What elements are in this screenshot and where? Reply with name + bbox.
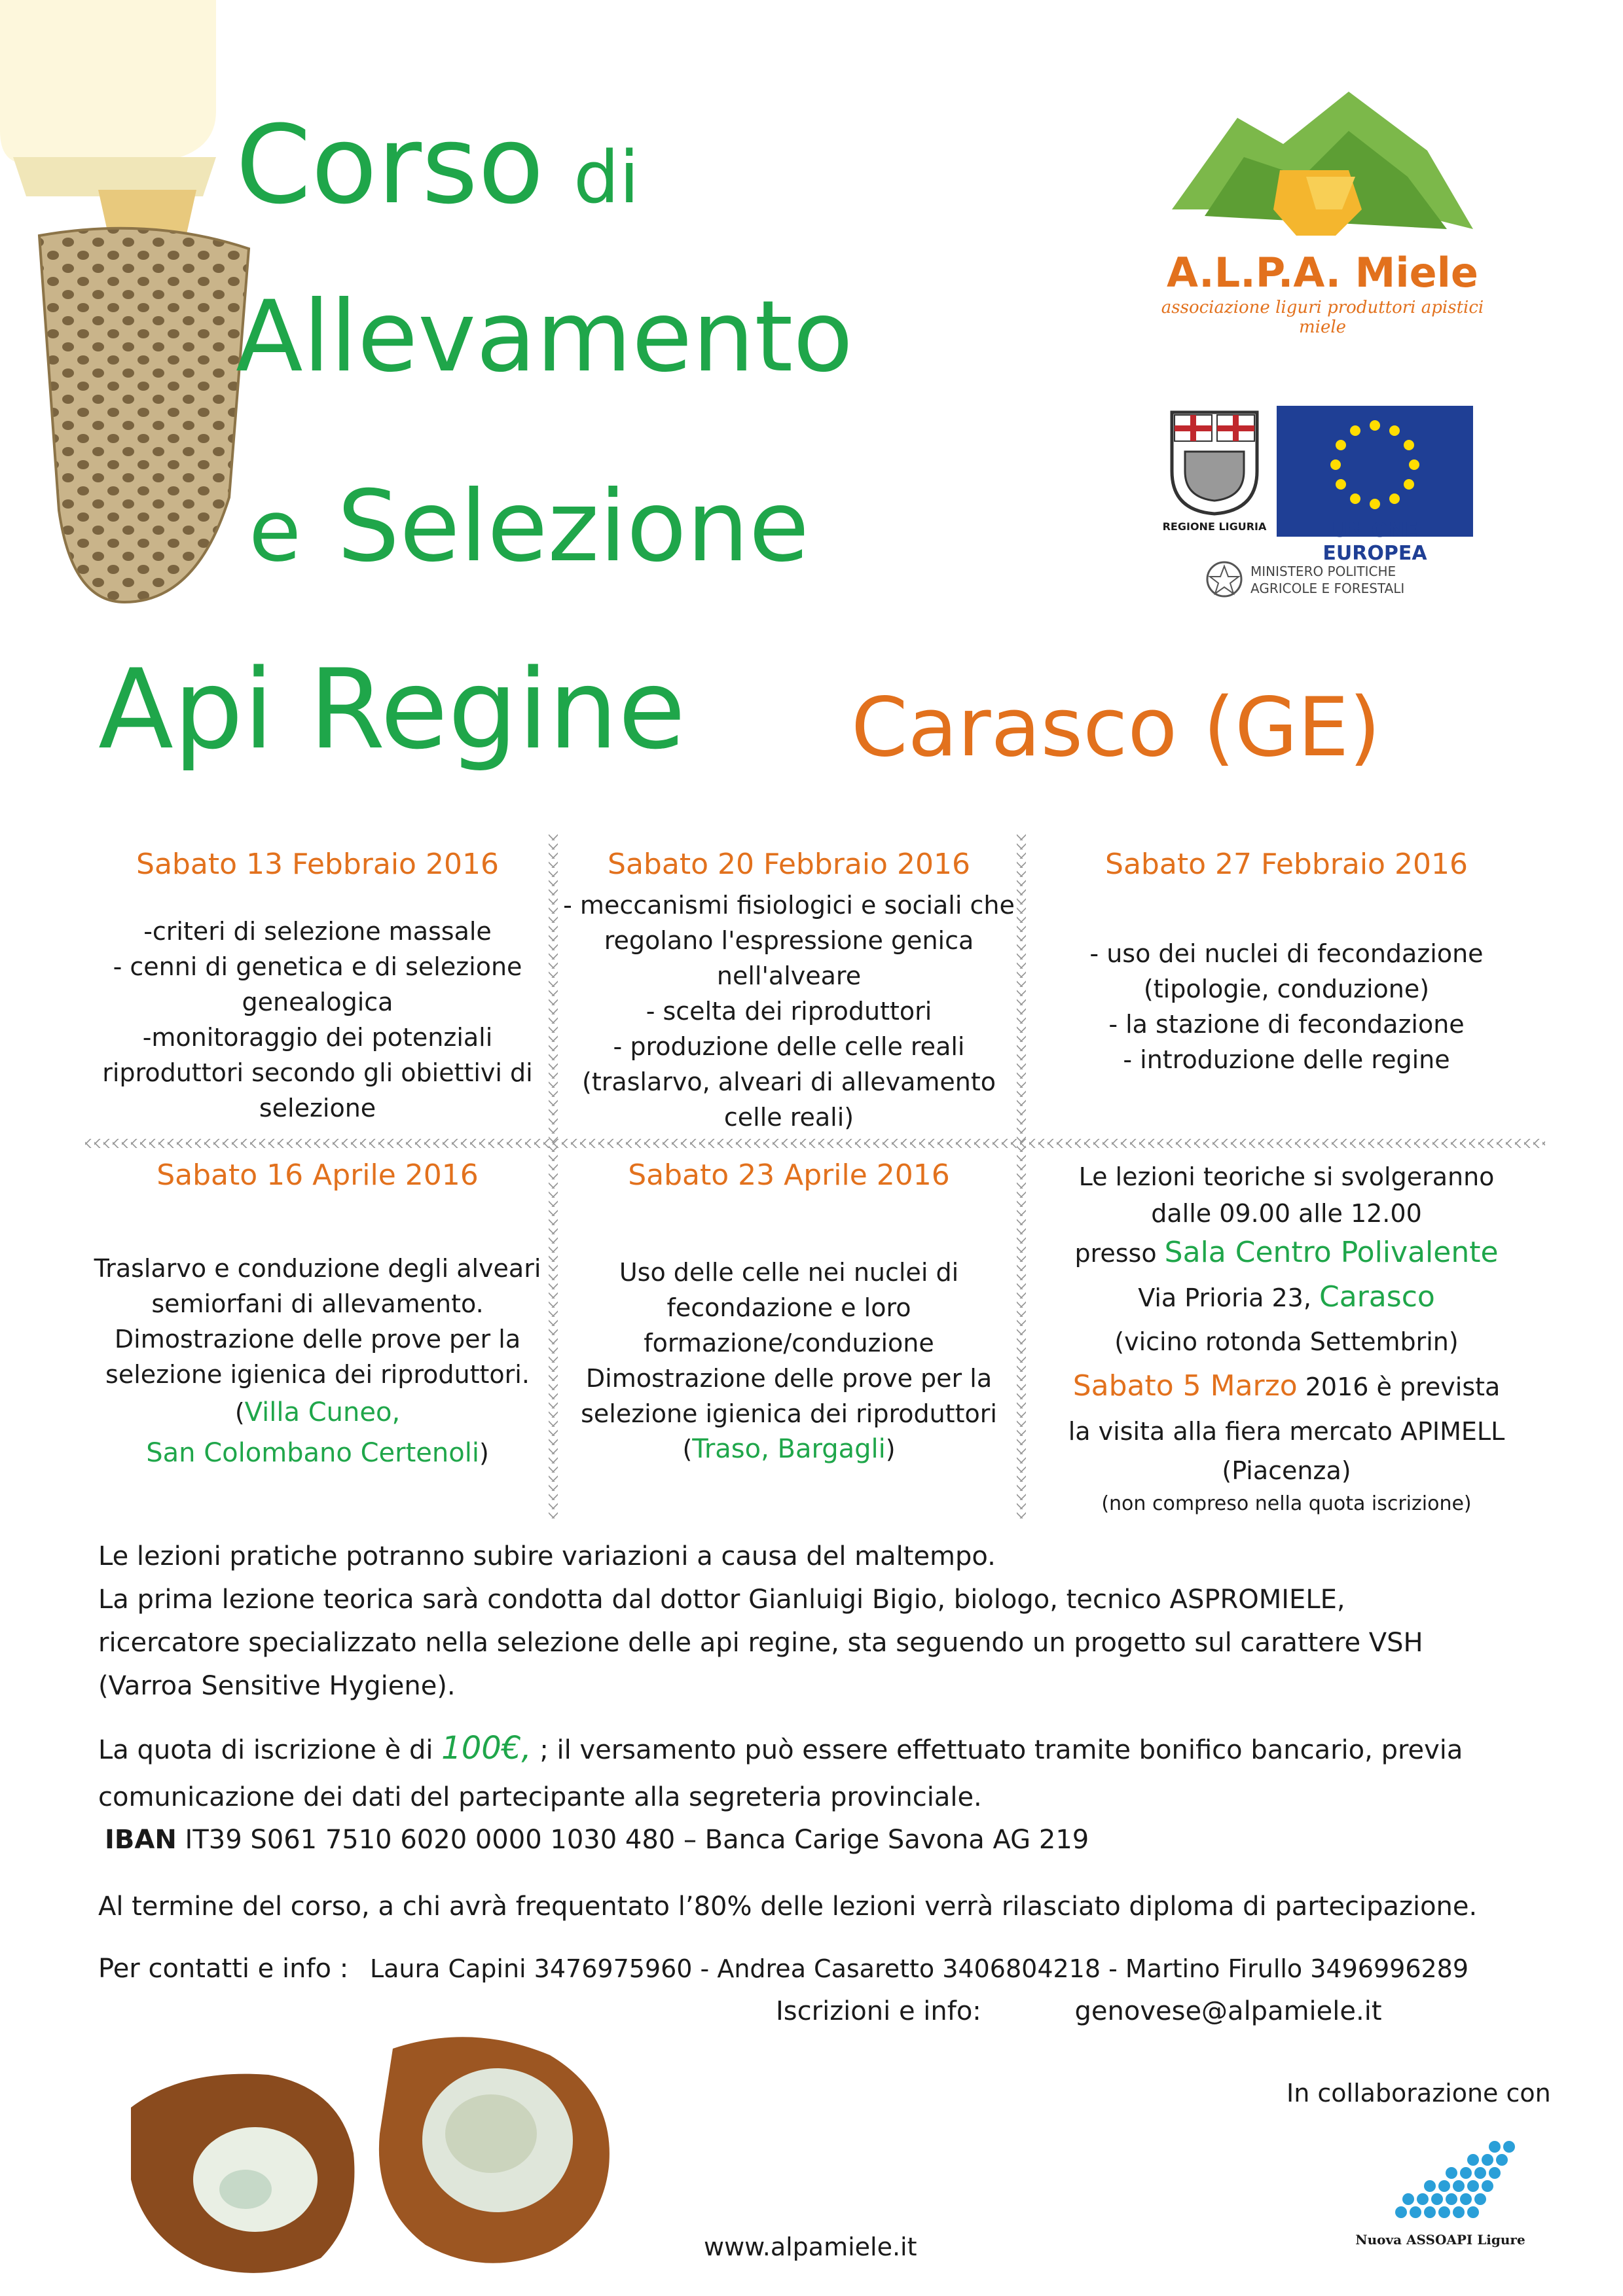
contacts-names: Laura Capini 3476975960 - Andrea Casaretto 3406804218 - Martino Firullo 3496996289	[369, 1954, 1469, 1983]
topic-line: (traslarvo, alveari di allevamento	[582, 1067, 996, 1096]
topic-line: formazione/conduzione	[644, 1329, 934, 1357]
iban-line	[98, 1821, 1463, 1859]
schedule-cell-4	[85, 1158, 550, 1473]
fee-line-2: comunicazione dei dati del partecipante alla segreteria provinciale.	[98, 1782, 982, 1812]
visit-note: (non compreso nella quota iscrizione)	[1101, 1492, 1472, 1515]
venue-town: Carasco	[1319, 1280, 1435, 1314]
place-line: (Villa Cuneo,	[234, 1397, 401, 1427]
contacts-label: Per contatti e info :	[98, 1954, 349, 1984]
ministero-line-2: AGRICOLE E FORESTALI	[1250, 581, 1405, 596]
topic-line: riproduttori secondo gli obiettivi di	[102, 1058, 533, 1087]
topic-line: - meccanismi fisiologici e sociali che	[563, 891, 1015, 920]
title-api-regine: Api Regine	[98, 645, 686, 774]
topic-line: - scelta dei riproduttori	[646, 997, 932, 1026]
info-line: (Varroa Sensitive Hygiene).	[98, 1671, 456, 1701]
topic-line: - la stazione di fecondazione	[1108, 1010, 1465, 1039]
venue-info	[1028, 1158, 1545, 1519]
address-line: Via Prioria 23, Carasco	[1138, 1280, 1435, 1314]
schedule-cell-3	[1028, 848, 1545, 1077]
lessons-line-2: dalle 09.00 alle 12.00	[1151, 1199, 1422, 1228]
place-line: San Colombano Certenoli)	[146, 1438, 489, 1468]
schedule-cell-1	[85, 848, 550, 1126]
venue-name: Sala Centro Polivalente	[1164, 1236, 1499, 1269]
queen-cells-photo	[105, 2009, 629, 2284]
topic-line: regolano l'espressione genica	[604, 926, 974, 955]
info-paragraph-1	[98, 1535, 1423, 1708]
ministero-label	[1250, 563, 1404, 597]
visit-line-2: la visita alla fiera mercato APIMELL	[1068, 1417, 1505, 1446]
title-line-2	[236, 280, 853, 394]
lessons-line-1: Le lezioni teoriche si svolgeranno	[1078, 1162, 1495, 1191]
topic-line: selezione igienica dei riproduttori.	[105, 1360, 530, 1389]
topic-line: selezione igienica dei riproduttori	[581, 1399, 997, 1428]
title-selezione: Selezione	[337, 470, 810, 584]
schedule-divider-h	[85, 1139, 1545, 1148]
topic-line: - produzione delle celle reali	[613, 1032, 965, 1061]
eu-flag-icon	[1277, 406, 1473, 537]
iban-label: IBAN	[105, 1825, 177, 1855]
topic-line: nell'alveare	[716, 961, 862, 990]
title-allevamento: Allevamento	[236, 280, 853, 394]
topic-line: - introduzione delle regine	[1123, 1045, 1450, 1074]
unione-europea-label: UNIONE EUROPEA	[1322, 519, 1427, 565]
topic-line: -criteri di selezione massale	[143, 917, 492, 946]
title-line-1	[236, 102, 640, 228]
diploma-line: Al termine del corso, a chi avrà frequentato l’80% delle lezioni verrà rilasciato diploma di partecipazione.	[98, 1892, 1478, 1922]
schedule-topics-3	[1028, 936, 1545, 1077]
venue-line: presso Sala Centro Polivalente	[1074, 1236, 1499, 1269]
topic-line: -monitoraggio dei potenziali	[142, 1023, 493, 1052]
regione-liguria-crest-icon	[1165, 406, 1264, 517]
fee-line: La quota di iscrizione è di 100€, ; il versamento può essere effettuato tramite bonifico bancario, previa	[98, 1730, 1463, 1767]
alpa-tagline: associazione liguri produttori apistici miele	[1161, 298, 1484, 337]
topic-line: selezione	[259, 1094, 376, 1122]
topic-line: (tipologie, conduzione)	[1143, 975, 1430, 1003]
topic-line: fecondazione e loro	[666, 1293, 911, 1322]
near-line: (vicino rotonda Settembrin)	[1114, 1327, 1459, 1356]
info-line: ricercatore specializzato nella selezione delle api regine, sta seguendo un progetto sul carattere VSH	[98, 1628, 1423, 1658]
schedule-divider-v2	[1017, 831, 1026, 1518]
schedule-cell-5	[560, 1158, 1018, 1467]
topic-line: Dimostrazione delle prove per la	[114, 1325, 521, 1354]
website-link[interactable]: www.alpamiele.it	[704, 2233, 917, 2261]
schedule-topics-2	[560, 888, 1018, 1135]
schedule-cell-6	[1028, 1158, 1545, 1519]
fee-paragraph	[98, 1725, 1463, 1859]
schedule-topics-4	[85, 1251, 550, 1473]
schedule-date-2: Sabato 20 Febbraio 2016	[608, 848, 970, 881]
topic-line: - cenni di genetica e di selezione	[113, 952, 522, 981]
alpa-name: A.L.P.A. Miele	[1167, 249, 1478, 296]
alpa-mountain-logo	[1165, 79, 1480, 242]
visit-line-3: (Piacenza)	[1222, 1456, 1351, 1485]
contacts-line	[98, 1947, 1468, 1990]
title-corso: Corso	[236, 102, 544, 228]
topic-line: Dimostrazione delle prove per la	[585, 1364, 993, 1393]
title-line-3	[249, 470, 810, 584]
place-villa-cuneo: Villa Cuneo,	[244, 1397, 401, 1427]
title-di: di	[574, 135, 640, 219]
visit-date: Sabato 5 Marzo	[1072, 1369, 1298, 1403]
ministero-emblem-icon	[1205, 560, 1244, 599]
schedule-date-3: Sabato 27 Febbraio 2016	[1105, 848, 1468, 881]
schedule-date-5: Sabato 23 Aprile 2016	[628, 1158, 950, 1192]
info-line: La prima lezione teorica sarà condotta dal dottor Gianluigi Bigio, biologo, tecnico ASPROMIELE,	[98, 1585, 1345, 1615]
collab-label: In collaborazione con	[1286, 2079, 1551, 2108]
schedule-topics-5	[560, 1255, 1018, 1467]
ministero-line-1: MINISTERO POLITICHE	[1250, 564, 1396, 579]
topic-line: celle reali)	[723, 1103, 854, 1132]
title-location	[851, 681, 1381, 775]
schedule-date-1: Sabato 13 Febbraio 2016	[136, 848, 499, 881]
topic-line: semiorfani di allevamento.	[151, 1289, 484, 1318]
visit-line: Sabato 5 Marzo 2016 è prevista	[1072, 1369, 1501, 1403]
assoapi-label: Nuova ASSOAPI Ligure	[1355, 2232, 1525, 2248]
topic-line: Uso delle celle nei nuclei di	[619, 1258, 959, 1287]
place-line: (Traso, Bargagli)	[682, 1434, 896, 1464]
info-line: Le lezioni pratiche potranno subire variazioni a causa del maltempo.	[98, 1541, 996, 1571]
contact-email[interactable]: genovese@alpamiele.it	[1074, 1996, 1382, 2026]
title-e: e	[249, 481, 301, 581]
schedule-cell-2	[560, 848, 1018, 1135]
fee-amount: 100€,	[441, 1730, 532, 1767]
schedule-divider-v1	[549, 831, 558, 1518]
topic-line: genealogica	[242, 988, 393, 1016]
assoapi-logo-icon	[1362, 2121, 1519, 2232]
title-carasco: Carasco (GE)	[851, 681, 1381, 775]
topic-line: - uso dei nuclei di fecondazione	[1089, 939, 1484, 968]
place-traso-bargagli: Traso, Bargagli	[692, 1434, 886, 1464]
iscrizioni-line	[776, 1990, 1382, 2033]
regione-liguria-label: REGIONE LIGURIA	[1162, 520, 1267, 533]
schedule-topics-1	[85, 914, 550, 1126]
iban-value: IT39 S061 7510 6020 0000 1030 480 – Banca Carige Savona AG 219	[185, 1825, 1089, 1855]
schedule-date-4: Sabato 16 Aprile 2016	[156, 1158, 479, 1192]
place-san-colombano: San Colombano Certenoli	[146, 1438, 479, 1468]
iscrizioni-label: Iscrizioni e info:	[776, 1996, 981, 2026]
title-line-4	[98, 645, 686, 774]
topic-line: Traslarvo e conduzione degli alveari	[94, 1254, 541, 1283]
